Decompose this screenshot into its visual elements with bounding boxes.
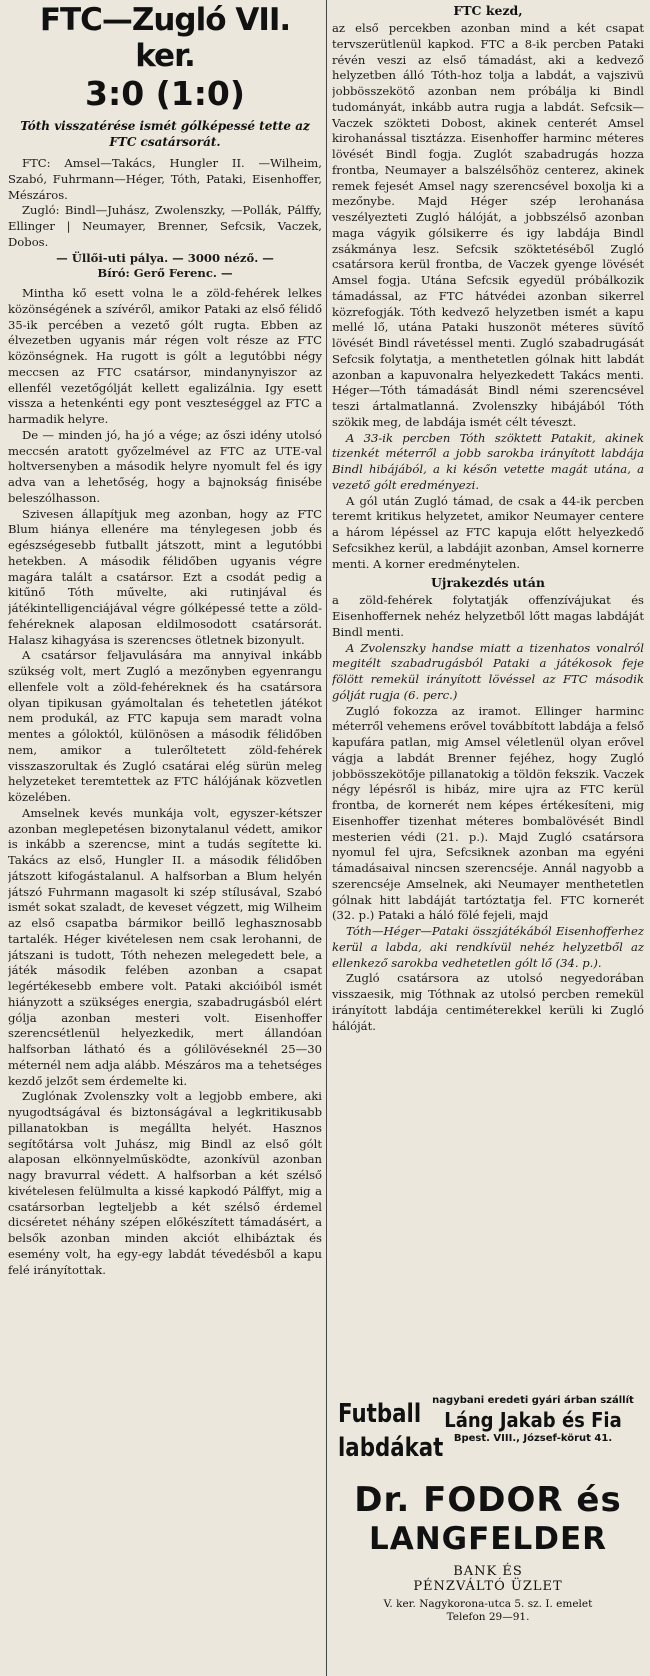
headline-teams: FTC—Zugló VII. ker.: [39, 2, 291, 74]
article-paragraph: Zuglónak Zvolenszky volt a legjobb embere, aki nyugodtságával és biztonságával a legkritikusabb pillanatokban is megállta helyét. Hasznos segítőtársa volt Juhász, mig Bindl az első gólt alaposan elkönnyelműsködte, azonkívül azonban nagy bravurral védett. A halfsorban a két szélső kivételesen felülmulta a kissé kapkodó Pálffyt, mig a csatársorban legteljebb a két szélső érdemel dicséretet néhány szépen előkészített támadásért, a belsők azonban minden akciót elhibáztak és esemény volt, ha egy-egy labdát tévedésből a kapu felé irányítottak.: [8, 1089, 322, 1277]
article-paragraph: Szivesen állapítjuk meg azonban, hogy az FTC Blum hiánya ellenére ma ténylegesen jobb és egészségesebb futballt játszott, mint a legutóbbi hetekben. A második félidőben ugyanis végre magára talált a csatársor. Ezt a csodát pedig a kitűnő Tóth művelte, aki rutinjával és játékintelligenciájával végre gólképessé tette a zöld-fehéreknek alaposan eldilmosodott csatársorát. Halasz kihagyása is szerencses ötletnek bizonyult.: [8, 506, 322, 647]
bank-phone: Telefon 29—91.: [446, 1611, 530, 1623]
bank-address: V. ker. Nagykorona-utca 5. sz. I. emelet: [383, 1598, 593, 1610]
article-paragraph: Mintha kő esett volna le a zöld-fehérek lelkes közönségének a szívéről, amikor Pataki az első félidő 35-ik percében a vezető gólt rugta. Ebben az élvezetben ugyanis már régen volt része az FTC közönségnek. Ha rugott is gólt a legutóbbi négy meccsen az FTC csatársor, mindanynyiszor az ellenfél vezetőgólját kellett egalizálnia. Igy esett vissza a hetenkénti egy pont veszteséggel az FTC a harmadik helyre.: [8, 286, 322, 426]
lineup-ftc: FTC: Amsel—Takács, Hungler II. —Wilheim, Szabó, Fuhrmann—Héger, Tóth, Pataki, Eisenhoffer, Mészáros.: [8, 156, 322, 202]
ad-vendor: [428, 1395, 638, 1445]
bank-name-line1: Dr. FODOR és: [354, 1480, 622, 1520]
bank-name-line2: LANGFELDER: [368, 1521, 608, 1557]
football-advertisement: [338, 1395, 638, 1471]
lineup-zuglo: Zugló: Bindl—Juhász, Zwolenszky, —Pollák, Pálffy, Ellinger | Neumayer, Brenner, Sefcsik, Vaczek, Dobos.: [8, 203, 322, 249]
headline-score: 3:0 (1:0): [85, 74, 245, 113]
article-paragraph: A gól után Zugló támad, de csak a 44-ik percben teremt kritikus helyzetet, amikor Neumayer centere a három lépéssel az FTC kapuja előtt helyezkedő Sefcsikhez kerül, a labdájit azonban, Amsel kornerre menti. A korner eredménytelen.: [332, 493, 644, 571]
article-paragraph: Tóth—Héger—Pataki összjátékából Eisenhofferhez kerül a labda, aki rendkívül nehéz helyzetből az ellenkező sarokba vedhetetlen gólt lő (34. p.).: [332, 924, 644, 970]
column-divider: [326, 0, 327, 1676]
article-paragraph: Amselnek kevés munkája volt, egyszer-kétszer azonban meglepetésen bizonytalanul védett, amikor is inkább a szerencse, mint a tudás segítette ki. Takács az első, Hungler II. a második félidőben játszott kifogástalanul. A halfsorban a Blum helyén játszó Fuhrmann magasolt ki szép stílusával, Szabó ismét sokat szaladt, de keveset végzett, mig Wilheim az első csapatba bármikor beillő leghasznosabb tartalék. Héger kivételesen nem csak lerohanni, de játszani is tudott, Tóth nehezen melegedett bele, a játék második felében azonban a csapat legértékesebb embere volt. Pataki akcióiból ismét hiányzott a szükséges energia, szabadrugásból elért gólja azonban mesteri volt. Eisenhoffer szerencsétlenül helyezkedik, mert állandóan halfsorban látható és a gólilövéseknél 25—30 méternél nem adja alább. Mészáros ma a tehetséges kezdő jelzőt sem érdemelte ki.: [8, 805, 322, 1088]
left-column: [8, 0, 322, 1278]
article-paragraph: Zugló fokozza az iramot. Ellinger harminc méterről vehemens erővel továbbított labdája a felső kapufára patlan, mig Amsel véletlenül olyan erővel vágja a labdát Brenner fejéhez, hogy Zugló jobbösszekötője pillanatokig a töldön fekszik. Vaczek négy lépésről is hibáz, mire ujra az FTC kerül frontba, de kornerét nem képes értékesíteni, mig Eisenhoffer tizenhat méteres bombalövését Bindl mesterien védi (21. p.). Majd Zugló csatársora nyomul fel ujra, Sefcsiknek azonban ma egyéni támadásaival nincsen szerencséje. Annál nagyobb a szerencséje Amselnek, aki Neumayer menthetetlen gólnak hitt labdáját tartóztatja fel. FTC kornerét (32. p.) Pataki a háló fölé fejeli, majd: [332, 703, 644, 923]
bank-type-line2: PÉNZVÁLTÓ ÜZLET: [413, 1579, 563, 1594]
ad-product: [338, 1397, 444, 1465]
right-column: [332, 0, 644, 1390]
article-paragraph: De — minden jó, ha jó a vége; az őszi idény utolsó meccsén aratott győzelmével az FTC az UTE-val holtversenyben a második helyre nyomult fel és igy adva van a lehetőség, hogy a bajnokság finisébe beleszólhasson.: [8, 427, 322, 505]
ad-product-line1: Futball: [338, 1399, 422, 1429]
referee-line: Bíró: Gerő Ferenc. —: [97, 266, 233, 281]
headline-subtitle: Tóth visszatérése ismét gólképessé tette az FTC csatársorát.: [20, 119, 310, 149]
bank-type-line1: BANK ÉS: [453, 1564, 523, 1579]
venue-line: — Üllői-uti pálya. — 3000 néző. —: [56, 250, 274, 265]
article-paragraph: A Zvolenszky handse miatt a tizenhatos vonalról megitélt szabadrugásból Pataki a játékosok feje fölött remekül irányított lövéssel az FTC második gólját rugja (6. perc.): [332, 640, 644, 702]
article-paragraph: A 33-ik percben Tóth szöktett Patakit, akinek tizenkét méterről a jobb sarokba irányított labdája Bindl hibájából, a ki későn vetette magát utána, a vezető gólt eredményezi.: [332, 430, 644, 492]
section-heading-kickoff: FTC kezd,: [453, 3, 523, 18]
ad-tagline: nagybani eredeti gyári árban szállít: [432, 1395, 634, 1406]
article-paragraph: a zöld-fehérek folytatják offenzívájukat és Eisenhoffernek nehéz helyzetből lőtt magas labdáját Bindl menti.: [332, 593, 644, 639]
article-paragraph: A csatársor feljavulására ma annyival inkább szükség volt, mert Zugló a mezőnyben egyenrangu ellenfele volt a zöld-fehéreknek és ha csatársora olyan tipikusan gyámoltalan és tehetetlen játékot nem produkál, az FTC kapuja sem maradt volna mentes a góloktól, különösen a második félidőben nem, amikor a tulerőltetett zöld-fehérek visszaszorultak és Zugló csatárai elég sürün meleg helyzeteket teremtettek az FTC hálójának közvetlen közelében.: [8, 648, 322, 804]
ad-company: Láng Jakab és Fia: [444, 1408, 622, 1432]
ad-product-line2: labdákat: [338, 1433, 444, 1463]
ad-address: Bpest. VIII., József-körut 41.: [453, 1433, 613, 1444]
bank-advertisement: [340, 1480, 636, 1670]
section-heading-restart: Ujrakezdés után: [431, 575, 545, 591]
article-paragraph: Zugló csatársora az utolsó negyedorában visszaesik, mig Tóthnak az utolsó percben remekül irányított labdája centiméterekkel kerüli ki Zugló hálóját.: [332, 971, 644, 1033]
article-paragraph: az első percekben azonban mind a két csapat tervszerütlenül kapkod. FTC a 8-ik percben Pataki révén veszi az első támadást, aki a kedvező helyzetben álló Tóth-hoz tolja a labdát, a vajszivü jobbösszekötő azonban nem próbálja ki Bindl tudományát, inkább autra rugja a labdát. Sefcsik—Vaczek szökteti Dobost, akinek centerét Amsel kirohanással tisztázza. Eisenhoffer harminc méteres lövését Bindl fogja. Zuglót szabadrugás hozza frontba, Neumayer a balszélsőhöz centerez, akinek remek fejesét Amsel nagy szerencsével boxolja ki a mezőnybe. Majd Héger szép lerohanása veszélyezteti Zugló hálóját, a jobbszélső azonban maga vágyik gólsikerre és igy labdája Bindl zsákmánya lesz. Sefcsik szöktetéséből Zugló csatársora kerül frontba, de Vaczek gyenge lövését Amsel fogja. Utána Sefcsik egyedül próbálkozik támadással, az FTC hátvédei azonban sikerrel közrefogják. Tóth kedvező helyzetben ismét a kapu mellé lő, utána Pataki huszonöt méteres süvítő lövését Bindl rávetéssel menti. Zugló szabadrugását Sefcsik folytatja, a menthetetlen gólnak hitt labdát azonban a kapuvonalra helyezkedett Takács menti. Héger—Tóth támadását Bindl némi szerencsével teszi ártalmatlanná. Zvolenszky hibájából Tóth szökik meg, de labdája ismét célt téveszt.: [332, 21, 644, 429]
